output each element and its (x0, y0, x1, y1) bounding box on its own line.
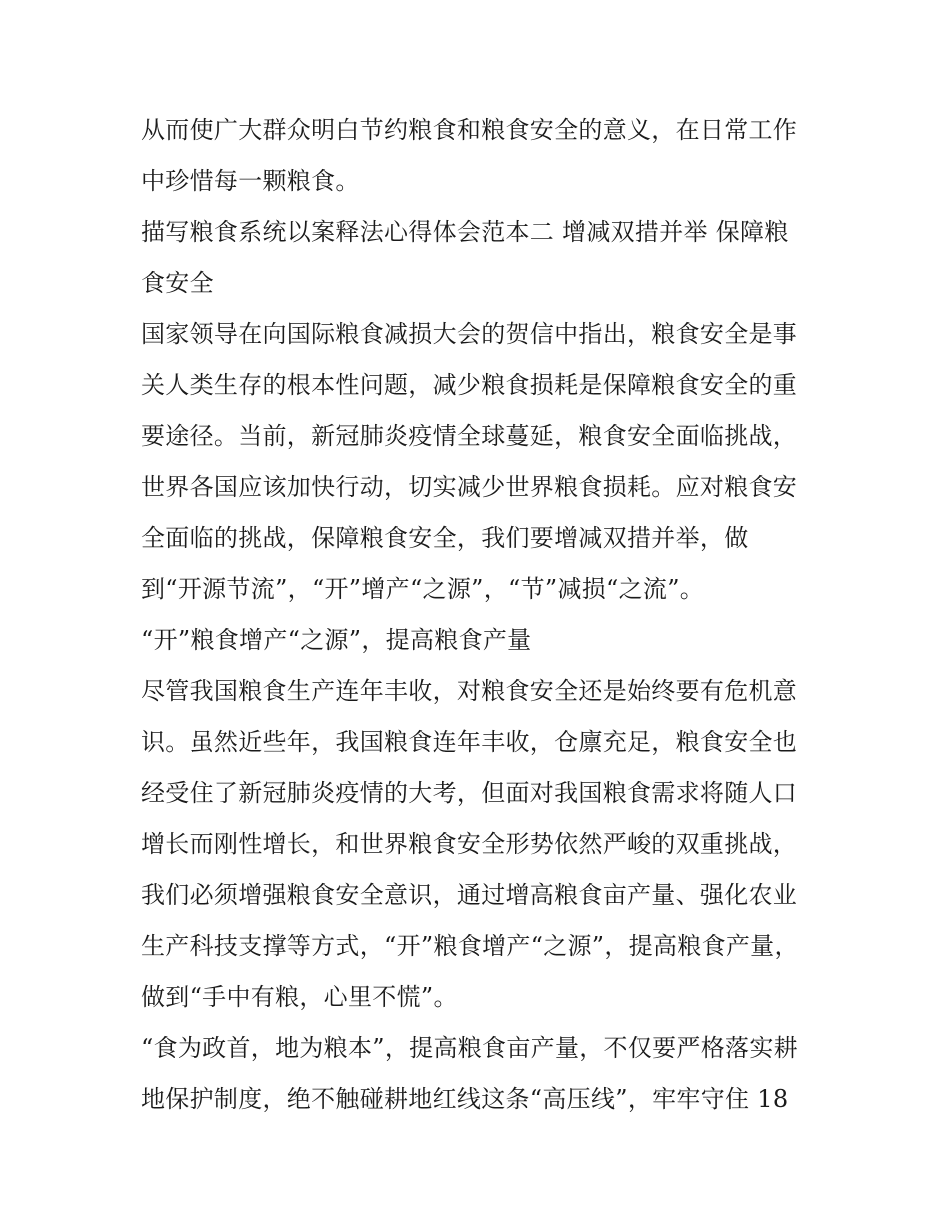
text-line-14: 经受住了新冠肺炎疫情的大考，但面对我国粮食需求将随人口 (141, 779, 798, 807)
text-line-18: 做到“手中有粮，心里不慌”。 (141, 983, 458, 1011)
text-line-15: 增长而刚性增长，和世界粮食安全形势依然严峻的双重挑战， (141, 830, 798, 858)
text-line-6: 关人类生存的根本性问题，减少粮食损耗是保障粮食安全的重 (141, 371, 798, 399)
text-line-5: 国家领导在向国际粮食减损大会的贺信中指出，粮食安全是事 (141, 320, 798, 348)
text-line-7: 要途径。当前，新冠肺炎疫情全球蔓延，粮食安全面临挑战， (141, 422, 798, 450)
text-line-19: “食为政首，地为粮本”，提高粮食亩产量，不仅要严格落实耕 (141, 1034, 798, 1062)
section-heading-line-1: 描写粮食系统以案释法心得体会范本二 增减双措并举 保障粮 (141, 218, 789, 246)
text-line-9: 全面临的挑战，保障粮食安全，我们要增减双措并举，做 (141, 524, 749, 552)
text-line-2: 中珍惜每一颗粮食。 (141, 167, 360, 195)
text-line-1: 从而使广大群众明白节约粮食和粮食安全的意义，在日常工作 (141, 116, 798, 144)
text-line-10: 到“开源节流”，“开”增产“之源”，“节”减损“之流”。 (141, 575, 705, 603)
text-line-13: 识。虽然近些年，我国粮食连年丰收，仓廪充足，粮食安全也 (141, 728, 798, 756)
subheading-line: “开”粮食增产“之源”，提高粮食产量 (141, 626, 532, 654)
text-line-12: 尽管我国粮食生产连年丰收，对粮食安全还是始终要有危机意 (141, 677, 798, 705)
section-heading-line-2: 食安全 (141, 269, 214, 297)
text-line-20: 地保护制度，绝不触碰耕地红线这条“高压线”，牢牢守住 18 (141, 1085, 789, 1113)
text-line-8: 世界各国应该加快行动，切实减少世界粮食损耗。应对粮食安 (141, 473, 798, 501)
text-line-16: 我们必须增强粮食安全意识，通过增高粮食亩产量、强化农业 (141, 881, 798, 909)
text-line-17: 生产科技支撑等方式，“开”粮食增产“之源”，提高粮食产量， (141, 932, 799, 960)
